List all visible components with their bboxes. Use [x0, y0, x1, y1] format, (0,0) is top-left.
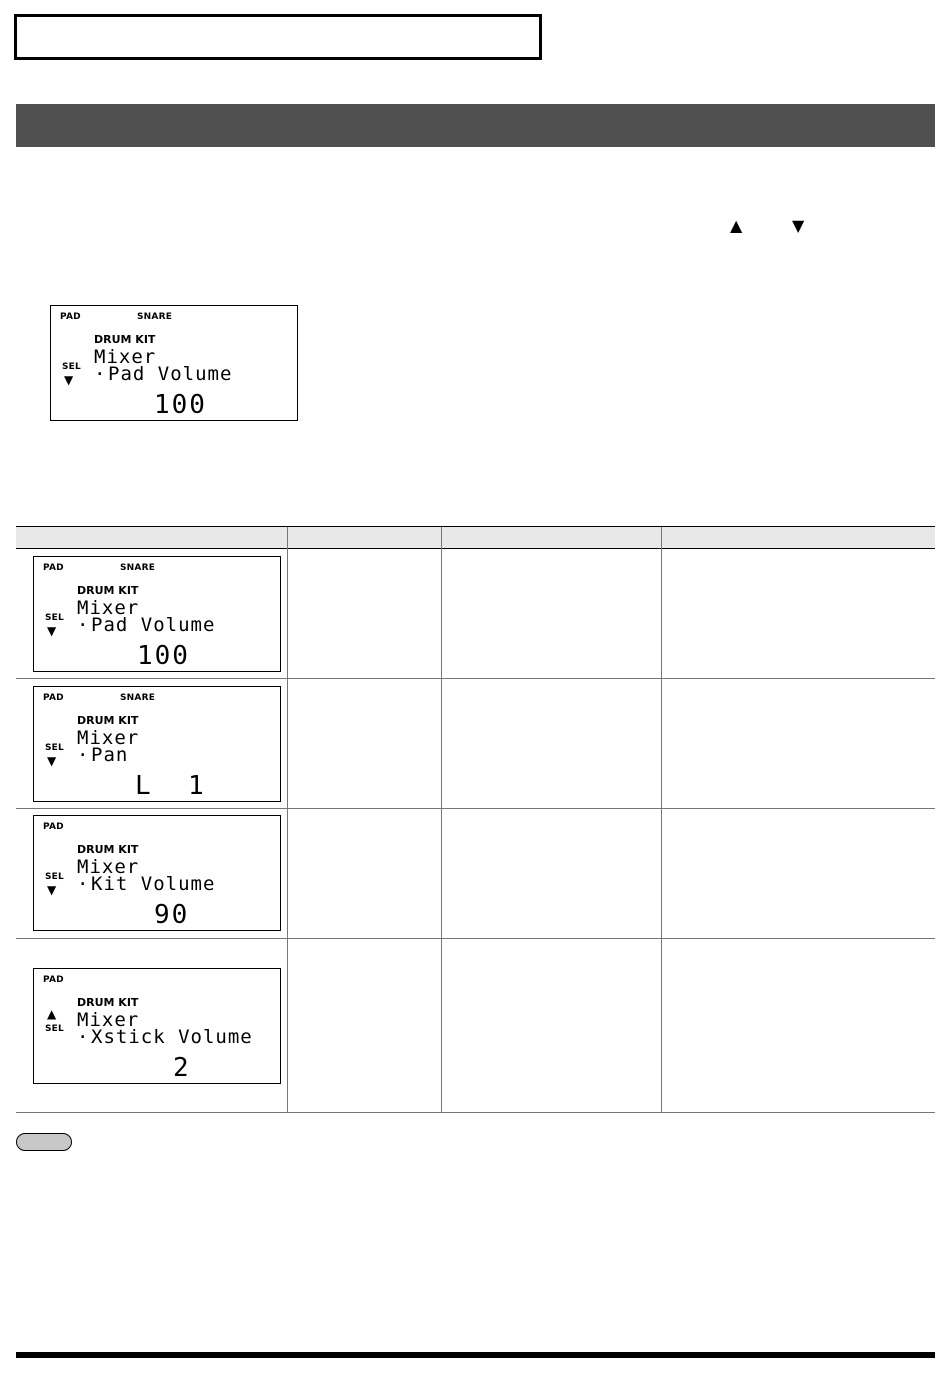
display-line-1: Mixer [77, 727, 140, 749]
down-arrow-icon: ▼ [47, 754, 57, 768]
lcd-display-main [50, 305, 298, 421]
up-arrow-icon: ▲ [47, 1007, 57, 1021]
display-line-1: Mixer [77, 597, 140, 619]
display-value: 90 [154, 900, 190, 930]
pad-label: PAD [43, 975, 64, 985]
kit-label: DRUM KIT [77, 584, 139, 597]
footer-rule [16, 1352, 935, 1358]
down-arrow-icon: ▼ [792, 216, 805, 235]
down-arrow-icon: ▼ [47, 883, 57, 897]
kit-label: DRUM KIT [94, 333, 156, 346]
display-line-1: Mixer [94, 346, 157, 368]
table-column-divider [441, 527, 442, 1113]
page-header-box [14, 14, 542, 60]
display-line-2: Pad Volume [91, 614, 216, 636]
pad-label: PAD [43, 822, 64, 832]
table-row-divider [16, 808, 935, 809]
lcd-display-kit-volume [33, 815, 281, 931]
bullet-icon: · [77, 744, 90, 766]
sel-label: SEL [45, 1024, 64, 1034]
pad-label: PAD [60, 312, 81, 322]
display-value: 2 [173, 1053, 191, 1083]
table-row-divider [16, 938, 935, 939]
pad-label: PAD [43, 563, 64, 573]
bullet-icon: · [77, 1026, 90, 1048]
table-column-divider [287, 527, 288, 1113]
sel-label: SEL [45, 872, 64, 882]
display-line-2: Pad Volume [108, 363, 233, 385]
instrument-label: SNARE [120, 693, 156, 703]
display-line-2: Xstick Volume [91, 1026, 253, 1048]
lcd-display-xstick-volume [33, 968, 281, 1084]
display-value: 100 [154, 390, 207, 420]
down-arrow-icon: ▼ [64, 373, 74, 387]
note-badge [16, 1133, 72, 1151]
display-value: L 1 [135, 771, 206, 801]
table-row-divider [16, 1112, 935, 1113]
display-line-1: Mixer [77, 1009, 140, 1031]
lcd-display-pad-volume [33, 556, 281, 672]
bullet-icon: · [94, 363, 107, 385]
display-line-2: Pan [91, 744, 129, 766]
table-row-divider [16, 678, 935, 679]
kit-label: DRUM KIT [77, 714, 139, 727]
down-arrow-icon: ▼ [47, 624, 57, 638]
table-header-row [16, 527, 935, 549]
table-column-divider [661, 527, 662, 1113]
bullet-icon: · [77, 873, 90, 895]
up-arrow-icon: ▲ [730, 216, 743, 235]
display-value: 100 [137, 641, 190, 671]
bullet-icon: · [77, 614, 90, 636]
pad-label: PAD [43, 693, 64, 703]
sel-label: SEL [62, 362, 81, 372]
display-line-2: Kit Volume [91, 873, 216, 895]
instrument-label: SNARE [137, 312, 173, 322]
section-title-bar [16, 104, 935, 147]
lcd-display-pan [33, 686, 281, 802]
kit-label: DRUM KIT [77, 843, 139, 856]
instrument-label: SNARE [120, 563, 156, 573]
display-line-1: Mixer [77, 856, 140, 878]
kit-label: DRUM KIT [77, 996, 139, 1009]
sel-label: SEL [45, 743, 64, 753]
sel-label: SEL [45, 613, 64, 623]
